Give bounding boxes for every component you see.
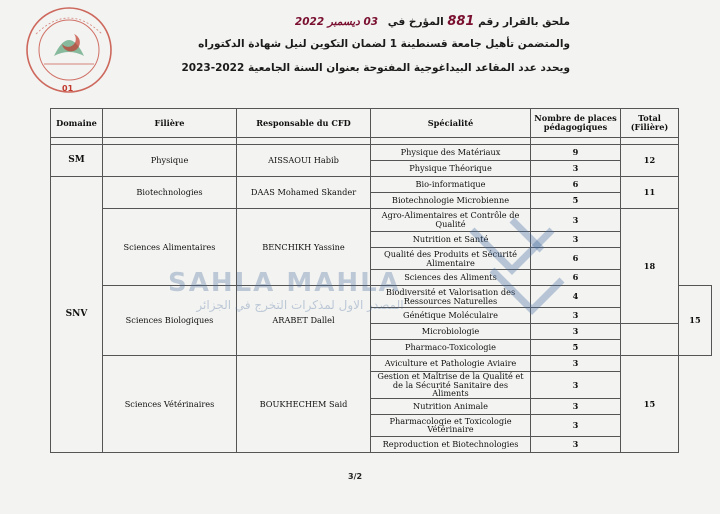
table-header-row: [51, 109, 712, 138]
specialite-cell: Sciences des Aliments: [371, 270, 531, 286]
col-total: Total (Filière): [621, 109, 679, 138]
specialite-cell: Physique des Matériaux: [371, 145, 531, 161]
col-specialite: Spécialité: [371, 109, 531, 138]
specialite-cell: Nutrition et Santé: [371, 232, 531, 248]
specialite-cell: Microbiologie: [371, 324, 531, 340]
places-cell: 3: [531, 372, 621, 399]
places-cell: 5: [531, 193, 621, 209]
table-row: [51, 145, 712, 161]
specialite-cell: Reproduction et Biotechnologies: [371, 436, 531, 452]
filiere-cell: Biotechnologies: [103, 177, 237, 209]
table-row: [51, 209, 712, 232]
header-line-1: [130, 14, 570, 34]
filiere-cell: Sciences Alimentaires: [103, 209, 237, 286]
col-filiere: Filière: [103, 109, 237, 138]
header-line-3-text: ويحدد عدد المقاعد البيداغوجية المفتوحة بعنوان السنة الجامعية: [247, 62, 570, 74]
seal-label: 01: [62, 84, 74, 93]
specialite-cell: Bio-informatique: [371, 177, 531, 193]
table-row: [51, 356, 712, 372]
total-cell: 11: [621, 177, 679, 209]
specialite-cell: Physique Théorique: [371, 161, 531, 177]
specialite-cell: Agro-Alimentaires et Contrôle de Qualité: [371, 209, 531, 232]
domaine-cell: SNV: [51, 177, 103, 453]
total-cell: 12: [621, 145, 679, 177]
filiere-cell: Sciences Vétérinaires: [103, 356, 237, 453]
places-cell: 3: [531, 232, 621, 248]
responsable-cell: AISSAOUI Habib: [237, 145, 371, 177]
header-line-3: [130, 62, 570, 82]
decree-date: 03 ديسمبر 2022: [294, 16, 379, 28]
academic-year: 2023-2022: [181, 62, 245, 74]
places-cell: 9: [531, 145, 621, 161]
filiere-cell: Sciences Biologiques: [103, 286, 237, 356]
places-cell: 6: [531, 248, 621, 270]
header-dated: المؤرخ في: [387, 16, 444, 28]
col-places: Nombre de places pédagogiques: [531, 109, 621, 138]
col-responsable: Responsable du CFD: [237, 109, 371, 138]
places-cell: 3: [531, 414, 621, 436]
responsable-cell: ARABET Dallel: [237, 286, 371, 356]
places-cell: 3: [531, 436, 621, 452]
total-cell: 18: [621, 209, 679, 324]
specialite-cell: Pharmaco-Toxicologie: [371, 340, 531, 356]
specialite-cell: Gestion et Maîtrise de la Qualité et de la Sécurité Sanitaire des Aliments: [371, 372, 531, 399]
filiere-cell: Physique: [103, 145, 237, 177]
watermark-logo-icon: [452, 210, 572, 320]
specialite-cell: Biotechnologie Microbienne: [371, 193, 531, 209]
table-row: [51, 177, 712, 193]
specialite-cell: Biodiversité et Valorisation des Ressources Naturelles: [371, 286, 531, 308]
watermark-tagline: المصدر الاول لمذكرات التخرج في الجزائر: [196, 298, 404, 312]
specialite-cell: Aviculture et Pathologie Aviaire: [371, 356, 531, 372]
header-line-2: والمتضمن تأهيل جامعة قسنطينة 1 لضمان التكوين لنيل شهادة الدكتوراه: [198, 38, 570, 50]
domaine-cell: SM: [51, 145, 103, 177]
places-cell: 3: [531, 161, 621, 177]
total-cell: 15: [621, 356, 679, 453]
total-cell: 15: [679, 286, 712, 356]
places-cell: 6: [531, 177, 621, 193]
places-cell: 5: [531, 340, 621, 356]
places-cell: 3: [531, 324, 621, 340]
specialite-cell: Nutrition Animale: [371, 398, 531, 414]
specialite-cell: Pharmacologie et Toxicologie Vétérinaire: [371, 414, 531, 436]
specialite-cell: Qualité des Produits et Sécurité Alimentaire: [371, 248, 531, 270]
table-spacer: [51, 138, 712, 145]
decree-number: 881: [447, 14, 475, 29]
places-cell: 3: [531, 398, 621, 414]
col-domaine: Domaine: [51, 109, 103, 138]
places-cell: 6: [531, 270, 621, 286]
places-cell: 3: [531, 209, 621, 232]
specialite-cell: Génétique Moléculaire: [371, 308, 531, 324]
places-cell: 3: [531, 356, 621, 372]
places-cell: 3: [531, 308, 621, 324]
responsable-cell: BOUKHECHEM Said: [237, 356, 371, 453]
document-header: [130, 14, 570, 82]
responsable-cell: DAAS Mohamed Skander: [237, 177, 371, 209]
places-cell: 4: [531, 286, 621, 308]
watermark-brand: SAHLA MAHLA: [168, 268, 401, 298]
responsable-cell: BENCHIKH Yassine: [237, 209, 371, 286]
header-prefix: ملحق بالقرار رقم: [478, 16, 570, 28]
page-number: 3/2: [348, 472, 363, 481]
